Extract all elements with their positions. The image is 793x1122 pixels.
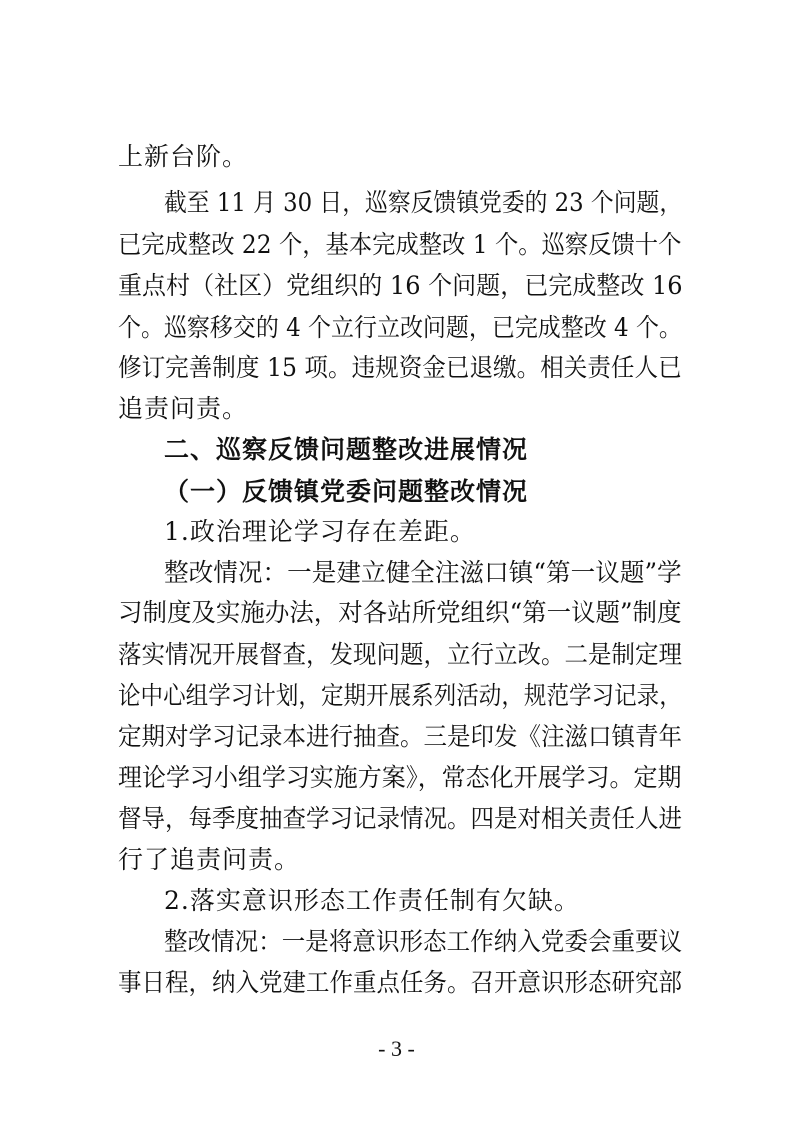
text-line: 落实情况开展督查，发现问题，立行立改。二是制定理 [118, 640, 683, 669]
text-line: 行了追责问责。 [118, 845, 301, 874]
text-line: 督导，每季度抽查学习记录情况。四是对相关责任人进 [118, 804, 683, 833]
text-line: 定期对学习记录本进行抽查。三是印发《注滋口镇青年 [118, 722, 683, 751]
text-line: 个。巡察移交的 4 个立行立改问题，已完成整改 4 个。 [118, 313, 682, 342]
text-line: 重点村（社区）党组织的 16 个问题，已完成整改 16 [118, 271, 683, 300]
text-line: 事日程，纳入党建工作重点任务。召开意识形态研究部 [118, 968, 683, 997]
text-line: 追责问责。 [118, 394, 249, 423]
item-heading: 2.落实意识形态工作责任制有欠缺。 [164, 886, 580, 915]
text-line: 论中心组学习计划，定期开展系列活动，规范学习记录， [118, 681, 682, 710]
item-heading: 1.政治理论学习存在差距。 [164, 517, 476, 546]
text-line: 截至 11 月 30 日，巡察反馈镇党委的 23 个问题， [164, 188, 683, 217]
text-line: 整改情况：一是将意识形态工作纳入党委会重要议 [164, 927, 683, 956]
text-line: 已完成整改 22 个，基本完成整改 1 个。巡察反馈十个 [118, 230, 682, 259]
text-line: 上新台阶。 [118, 142, 249, 171]
text-line: 整改情况：一是建立健全注滋口镇“第一议题”学 [164, 558, 682, 587]
text-line: 修订完善制度 15 项。违规资金已退缴。相关责任人已 [118, 353, 682, 382]
page-number: - 3 - [378, 1036, 415, 1061]
text-line: 理论学习小组学习实施方案》，常态化开展学习。定期 [118, 763, 682, 792]
text-line: 习制度及实施办法，对各站所党组织“第一议题”制度 [118, 598, 682, 627]
subsection-heading: （一）反馈镇党委问题整改情况 [164, 477, 529, 506]
section-heading: 二、巡察反馈问题整改进展情况 [164, 435, 529, 464]
